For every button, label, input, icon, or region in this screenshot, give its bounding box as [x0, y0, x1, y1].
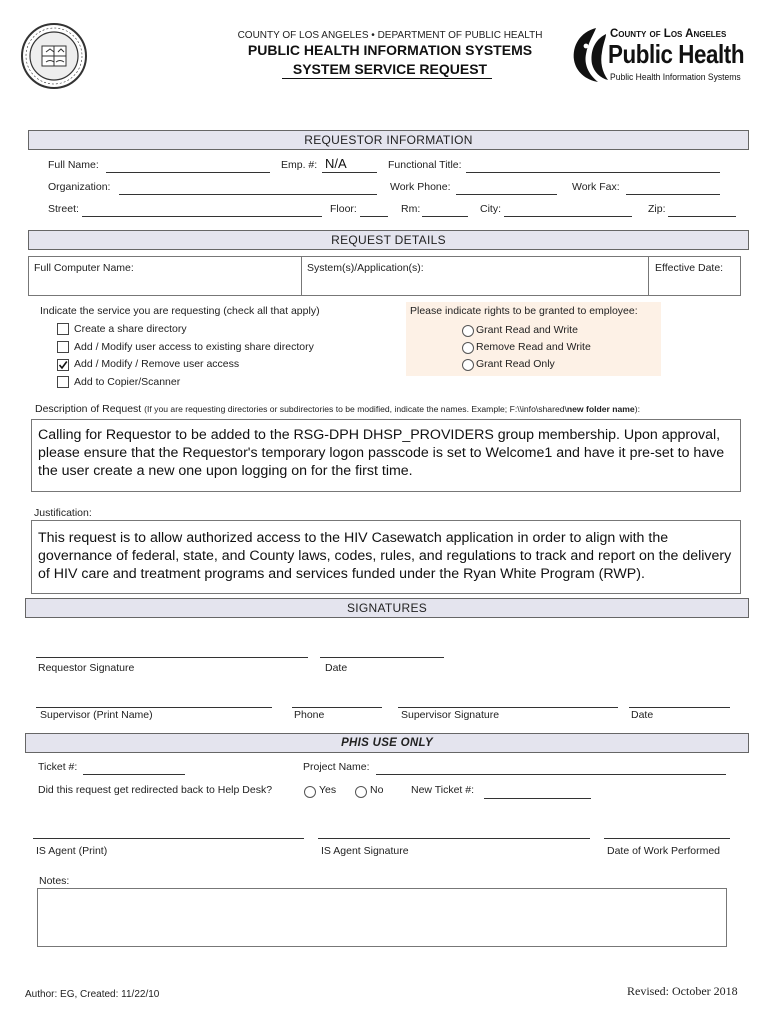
full-name-field[interactable]: [106, 172, 270, 173]
emp-number-label: Emp. #:: [281, 159, 318, 171]
organization-label: Organization:: [48, 181, 111, 193]
supervisor-date-field[interactable]: [629, 707, 730, 708]
logo-sub-text: Public Health Information Systems: [610, 72, 741, 83]
service-prompt: Indicate the service you are requesting (check all that apply): [40, 305, 320, 317]
work-fax-label: Work Fax:: [572, 181, 620, 193]
rights-prompt: Please indicate rights to be granted to employee:: [410, 305, 638, 317]
description-hint-end: ):: [634, 404, 640, 414]
date-work-performed-field[interactable]: [604, 838, 730, 839]
is-agent-print-label: IS Agent (Print): [36, 845, 108, 857]
service-label-4: Add to Copier/Scanner: [74, 376, 181, 388]
new-ticket-label: New Ticket #:: [411, 784, 475, 796]
street-field[interactable]: [82, 216, 322, 217]
phone-field[interactable]: [292, 707, 382, 708]
new-ticket-field[interactable]: [484, 798, 591, 799]
ticket-label: Ticket #:: [38, 761, 78, 773]
rights-radio-3[interactable]: [462, 359, 474, 371]
work-fax-field[interactable]: [626, 194, 720, 195]
title-underline: [282, 78, 492, 79]
service-label-2: Add / Modify user access to existing share directory: [74, 341, 314, 353]
zip-field[interactable]: [668, 216, 736, 217]
requestor-date-label: Date: [325, 662, 348, 674]
logo-top-text: County of Los Angeles: [610, 28, 727, 40]
supervisor-print-label: Supervisor (Print Name): [40, 709, 153, 721]
rights-radio-1[interactable]: [462, 325, 474, 337]
phone-label: Phone: [294, 709, 325, 721]
work-phone-field[interactable]: [456, 194, 557, 195]
organization-field[interactable]: [119, 194, 377, 195]
computer-name-field[interactable]: [28, 256, 303, 296]
justification-textarea[interactable]: [31, 520, 741, 594]
emp-number-value[interactable]: N/A: [325, 156, 347, 171]
rights-radio-2[interactable]: [462, 342, 474, 354]
county-seal: [20, 22, 88, 90]
work-phone-label: Work Phone:: [390, 181, 451, 193]
service-checkbox-3[interactable]: [57, 359, 69, 371]
street-label: Street:: [48, 203, 79, 215]
rights-label-3: Grant Read Only: [476, 358, 555, 370]
floor-field[interactable]: [360, 216, 388, 217]
redirect-yes-label: Yes: [319, 784, 337, 796]
redirect-no-label: No: [370, 784, 384, 796]
service-checkbox-1[interactable]: [57, 323, 69, 335]
zip-label: Zip:: [648, 203, 666, 215]
justification-text: This request is to allow authorized access to the HIV Casewatch application in order to align with the governance of federal, state, and County laws, codes, rules, and regulations to track and report on the delivery of HIV care and treatment programs and services funded under the Ryan White Program (RWP).: [38, 530, 732, 582]
signatures-section-header: SIGNATURES: [25, 598, 749, 618]
is-agent-signature-field[interactable]: [318, 838, 590, 839]
description-textarea[interactable]: [31, 419, 741, 492]
city-field[interactable]: [504, 216, 632, 217]
service-checkbox-2[interactable]: [57, 341, 69, 353]
computer-name-label: Full Computer Name:: [34, 262, 134, 274]
rm-field[interactable]: [422, 216, 468, 217]
county-line: COUNTY OF LOS ANGELES • DEPARTMENT OF PUBLIC HEALTH: [237, 30, 543, 41]
service-label-3: Add / Modify / Remove user access: [74, 358, 240, 370]
page-title: SYSTEM SERVICE REQUEST: [292, 61, 488, 77]
description-hint-bold: new folder name: [566, 404, 635, 414]
redirect-no-radio[interactable]: [355, 786, 367, 798]
notes-label: Notes:: [39, 875, 70, 887]
checkmark-icon: [58, 360, 68, 370]
description-label: Description of Request: [35, 403, 142, 415]
requestor-signature-field[interactable]: [36, 657, 308, 658]
date-work-performed-label: Date of Work Performed: [607, 845, 721, 857]
rights-label-2: Remove Read and Write: [476, 341, 591, 353]
redirect-question: Did this request get redirected back to Help Desk?: [38, 784, 273, 796]
notes-textarea[interactable]: [37, 888, 727, 947]
details-section-header: REQUEST DETAILS: [28, 230, 749, 250]
description-label-line: [35, 403, 640, 415]
rm-label: Rm:: [401, 203, 421, 215]
service-label-1: Create a share directory: [74, 323, 187, 335]
systems-label: System(s)/Application(s):: [307, 262, 424, 274]
floor-label: Floor:: [330, 203, 357, 215]
rights-label-1: Grant Read and Write: [476, 324, 578, 336]
requestor-date-field[interactable]: [320, 657, 444, 658]
emp-number-field: [322, 172, 377, 173]
project-name-label: Project Name:: [303, 761, 370, 773]
title-line-1: PUBLIC HEALTH INFORMATION SYSTEMS: [247, 42, 533, 58]
requestor-section-header: REQUESTOR INFORMATION: [28, 130, 749, 150]
supervisor-signature-label: Supervisor Signature: [401, 709, 500, 721]
city-label: City:: [480, 203, 501, 215]
effective-date-label: Effective Date:: [655, 262, 724, 274]
systems-field[interactable]: [301, 256, 650, 296]
supervisor-date-label: Date: [631, 709, 654, 721]
public-health-logo: [566, 22, 756, 88]
full-name-label: Full Name:: [48, 159, 99, 171]
revised-info: Revised: October 2018: [627, 984, 738, 998]
is-agent-print-field[interactable]: [33, 838, 304, 839]
functional-title-label: Functional Title:: [388, 159, 462, 171]
supervisor-signature-field[interactable]: [398, 707, 618, 708]
redirect-yes-radio[interactable]: [304, 786, 316, 798]
phis-section-header: PHIS USE ONLY: [25, 733, 749, 753]
is-agent-signature-label: IS Agent Signature: [321, 845, 409, 857]
justification-label: Justification:: [34, 507, 92, 519]
description-hint: (If you are requesting directories or subdirectories to be modified, indicate the names. Example; F:\\info\shared\: [144, 404, 567, 414]
project-name-field[interactable]: [376, 774, 726, 775]
functional-title-field[interactable]: [466, 172, 720, 173]
service-checkbox-4[interactable]: [57, 376, 69, 388]
logo-main-text: Public Health: [608, 39, 745, 69]
author-info: Author: EG, Created: 11/22/10: [25, 989, 160, 1000]
description-text: Calling for Requestor to be added to the RSG-DPH DHSP_PROVIDERS group membership. Upon approval, please ensure that the Requestor's temporary logon passcode is set to Welcome1 and have it pre-set to have the user create a new one upon logging on for the first time.: [38, 427, 725, 479]
ticket-field[interactable]: [83, 774, 185, 775]
requestor-signature-label: Requestor Signature: [38, 662, 135, 674]
effective-date-field[interactable]: [648, 256, 741, 296]
supervisor-print-field[interactable]: [36, 707, 272, 708]
